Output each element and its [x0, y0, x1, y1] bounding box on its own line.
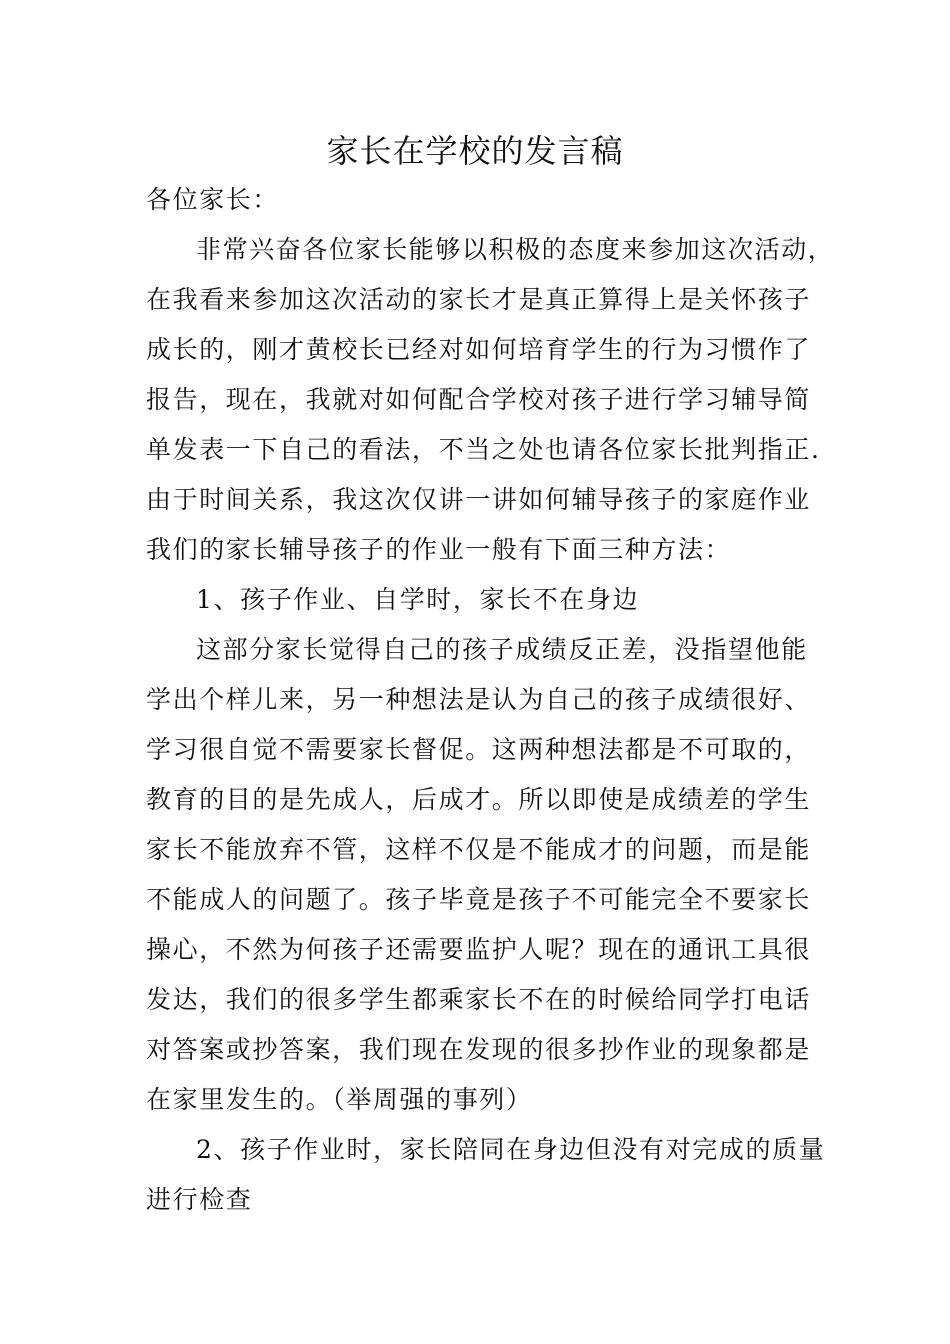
text-line: 学出个样儿来，另一种想法是认为自己的孩子成绩很好、: [146, 685, 812, 714]
text-line: 家长不能放弃不管，这样不仅是不能成才的问题，而是能: [146, 835, 812, 864]
text-line: 在我看来参加这次活动的家长才是真正算得上是关怀孩子: [146, 285, 812, 314]
list-heading-1: 1、孩子作业、自学时，家长不在身边: [196, 585, 640, 614]
text-line: 对答案或抄答案，我们现在发现的很多抄作业的现象都是: [146, 1035, 812, 1064]
text-line: 由于时间关系，我这次仅讲一讲如何辅导孩子的家庭作业: [146, 485, 812, 514]
document-title: 家长在学校的发言稿: [326, 132, 624, 170]
text-line: 在家里发生的。（举周强的事列）: [146, 1085, 533, 1114]
text-line: 报告，现在，我就对如何配合学校对孩子进行学习辅导简: [146, 385, 812, 414]
text-line: 操心，不然为何孩子还需要监护人呢？现在的通讯工具很: [146, 935, 812, 964]
text-line: 教育的目的是先成人，后成才。所以即使是成绩差的学生: [146, 785, 812, 814]
text-line: 各位家长：: [146, 185, 280, 214]
text-line: 非常兴奋各位家长能够以积极的态度来参加这次活动，: [196, 235, 835, 264]
text-line: 这部分家长觉得自己的孩子成绩反正差，没指望他能: [196, 635, 808, 664]
list-heading-2: 2、孩子作业时，家长陪同在身边但没有对完成的质量: [196, 1135, 826, 1164]
text-line: 进行检查: [146, 1185, 253, 1214]
text-line: 单发表一下自己的看法，不当之处也请各位家长批判指正.: [146, 435, 821, 464]
text-line: 成长的，刚才黄校长已经对如何培育学生的行为习惯作了: [146, 335, 812, 364]
text-line: 我们的家长辅导孩子的作业一般有下面三种方法：: [146, 535, 732, 564]
text-line: 学习很自觉不需要家长督促。这两种想法都是不可取的，: [146, 735, 812, 764]
text-line: 发达，我们的很多学生都乘家长不在的时候给同学打电话: [146, 985, 812, 1014]
text-line: 不能成人的问题了。孩子毕竟是孩子不可能完全不要家长: [146, 885, 812, 914]
